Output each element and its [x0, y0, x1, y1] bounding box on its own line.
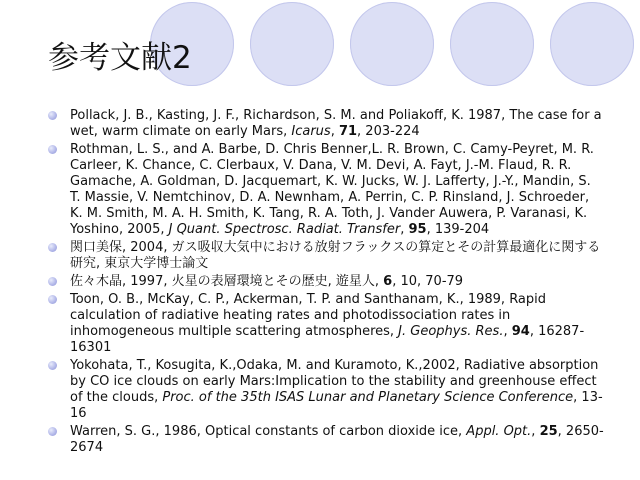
reference-text: Pollack, J. B., Kasting, J. F., Richardson, S. M. and Poliakoff, K. 1987, The case for a wet, warm climate on early Mars,	[70, 108, 602, 139]
reference-text: Proc. of the 35th ISAS Lunar and Planetary Science Conference	[162, 390, 574, 405]
bullet-icon	[48, 145, 57, 154]
reference-text: 94	[511, 324, 530, 339]
decorative-circle	[350, 2, 434, 86]
reference-text: ,	[531, 424, 540, 439]
reference-item	[44, 142, 604, 238]
bullet-icon	[48, 111, 57, 120]
reference-item	[44, 240, 604, 272]
decorative-circle	[450, 2, 534, 86]
slide-title: 参考文献2	[48, 40, 192, 76]
reference-item	[44, 358, 604, 422]
reference-text: Yokohata, T., Kosugita, K.,Odaka, M. and Kuramoto, K.,2002, Radiative absorption by CO ice clouds on early Mars:Implication to the stability and greenhouse effect of the clouds,	[70, 358, 599, 405]
reference-text: , 16287-16301	[70, 324, 585, 355]
reference-text: , 203-224	[357, 124, 420, 139]
reference-text: 6	[383, 274, 393, 289]
reference-text: Appl. Opt.	[466, 424, 532, 439]
reference-text: , 13-16	[70, 390, 603, 421]
reference-text: J Quant. Spectrosc. Radiat. Transfer	[168, 222, 401, 237]
reference-text: 71	[338, 124, 358, 139]
reference-text: Warren, S. G., 1986, Optical constants of carbon dioxide ice,	[70, 424, 467, 439]
reference-text: , 10, 70-79	[392, 274, 464, 289]
reference-item	[44, 292, 604, 356]
reference-text: 佐々木晶, 1997, 火星の表層環境とその歴史, 遊星人,	[70, 274, 384, 289]
reference-item	[44, 108, 604, 140]
decorative-circle	[250, 2, 334, 86]
reference-text: , 2650-2674	[70, 424, 604, 455]
reference-text: J. Geophys. Res.	[398, 324, 504, 339]
reference-item	[44, 424, 604, 456]
reference-text: Icarus	[291, 124, 331, 139]
bullet-icon	[48, 243, 57, 252]
reference-text: Rothman, L. S., and A. Barbe, D. Chris Benner,L. R. Brown, C. Camy-Peyret, M. R. Carleer, K. Chance, C. Clerbaux, V. Dana, V. M. Devi, A. Fayt, J.-M. Flaud, R. R. Gamache, A. Goldman, D. Jacquemart, K. W. Jucks, W. J. Lafferty, J.-Y., Mandin, S. T. Massie, V. Nemtchinov, D. A. Newnham, A. Perrin, C. P. Rinsland, J. Schroeder, K. M. Smith, M. A. H. Smith, K. Tang, R. A. Toth, J. Vander Auwera, P. Varanasi, K. Yoshino, 2005,	[70, 142, 594, 237]
bullet-icon	[48, 277, 57, 286]
reference-text: ,	[400, 222, 409, 237]
reference-text: 関口美保, 2004, ガス吸収大気中における放射フラックスの算定とその計算最適化に関する研究, 東京大学博士論文	[70, 240, 601, 271]
bullet-icon	[48, 361, 57, 370]
reference-text: ,	[330, 124, 339, 139]
reference-text: ,	[503, 324, 512, 339]
reference-text: , 139-204	[426, 222, 490, 237]
bullet-icon	[48, 427, 57, 436]
decorative-circle	[550, 2, 634, 86]
bullet-icon	[48, 295, 57, 304]
reference-item	[44, 274, 604, 290]
reference-text: 95	[408, 222, 427, 237]
reference-list	[44, 108, 604, 458]
reference-text: 25	[539, 424, 558, 439]
reference-text: Toon, O. B., McKay, C. P., Ackerman, T. P. and Santhanam, K., 1989, Rapid calculation of radiative heating rates and photodissociation rates in inhomogeneous multiple scattering atmospheres,	[70, 292, 547, 339]
